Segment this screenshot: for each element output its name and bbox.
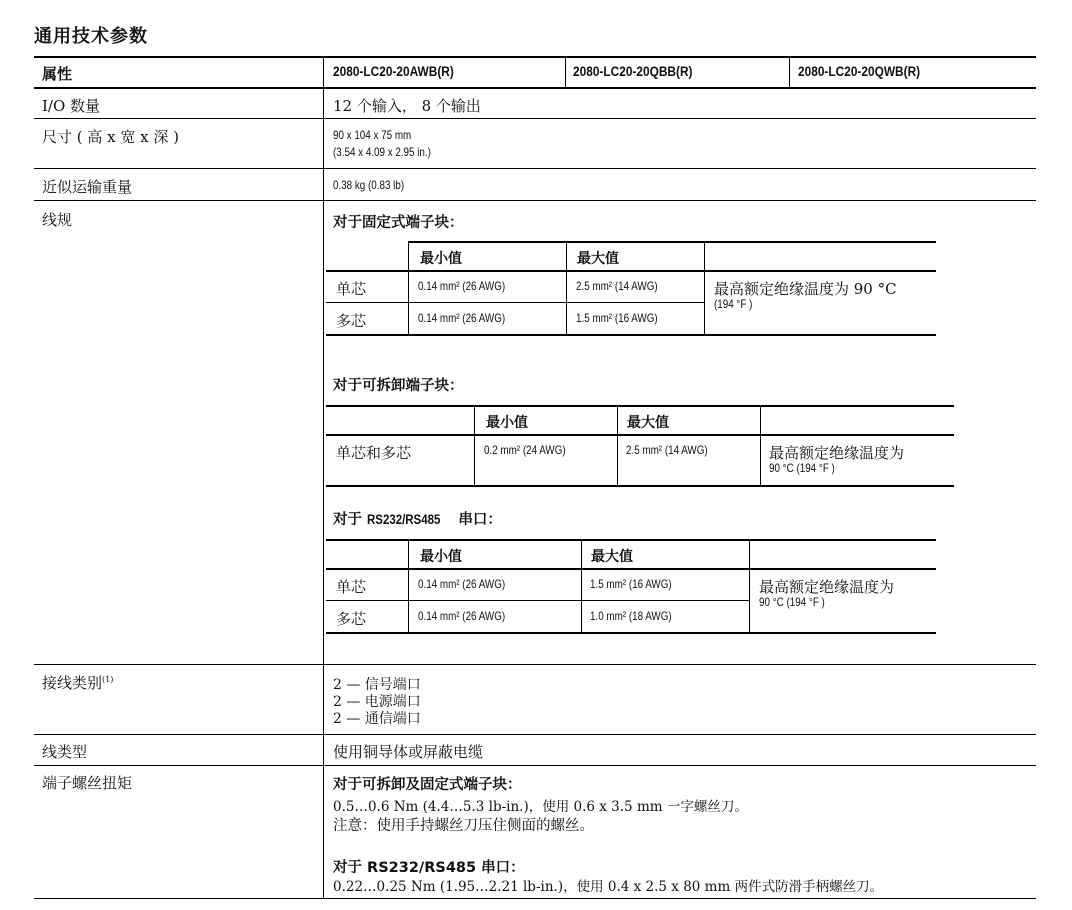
wire-type-value: 使用铜导体或屏蔽电缆 [333,743,484,761]
serial-block-heading: 对于 RS232/RS485 串口： [333,512,502,528]
fixed-table-bottom-rule [326,334,936,336]
fixed-col-sep [408,243,409,334]
header-model-3: 2080-LC20-20QWB(R) [798,64,921,79]
serial-table-row-rule [326,600,749,601]
fixed-row-max: 2.5 mm² (14 AWG) [576,279,658,293]
header-bottom-rule [34,87,1036,89]
table-top-rule [34,56,1036,58]
serial-note: 最高额定绝缘温度为 [759,578,895,596]
fixed-row-max: 1.5 mm² (16 AWG) [576,311,658,325]
removable-col-sep [474,407,475,485]
serial-table-bottom-rule [326,632,936,634]
row-divider [34,765,1036,766]
dimensions-value: 90 x 104 x 75 mm [333,128,412,142]
fixed-col-sep [704,243,705,334]
wire-type-label: 线类型 [42,743,88,761]
dimensions-label: 尺寸 ( 高 x 宽 x 深 ) [42,128,180,146]
fixed-table-row-rule [326,302,704,303]
wiring-category-line: 2 — 电源端口 [333,694,421,710]
serial-row-min: 0.14 mm² (26 AWG) [418,609,506,623]
wiring-category-line: 2 — 信号端口 [333,677,421,693]
fixed-table-header-rule [326,270,936,272]
fixed-row-min: 0.14 mm² (26 AWG) [418,311,506,325]
serial-col-min: 最小值 [420,549,462,565]
fixed-row-label: 单芯 [336,280,367,298]
io-count-label: I/O 数量 [42,97,101,115]
wire-size-label: 线规 [42,211,73,229]
serial-row-label: 多芯 [336,610,367,628]
dimensions-value-inch: (3.54 x 4.09 x 2.95 in.) [333,145,431,159]
fixed-row-min: 0.14 mm² (26 AWG) [418,279,506,293]
table-bottom-rule [34,898,1036,899]
removable-col-sep [760,407,761,485]
header-attribute: 属性 [42,65,73,83]
weight-label: 近似运输重量 [42,178,133,196]
torque-value-serial: 0.22…0.25 Nm (1.95…2.21 lb-in.)，使用 0.4 x 2.5 x 80 mm 两件式防滑手柄螺丝刀。 [333,879,884,895]
torque-sub-heading: 对于可拆卸及固定式端子块： [333,777,522,793]
torque-value-terminal: 0.5…0.6 Nm (4.4…5.3 lb-in.)，使用 0.6 x 3.5 mm 一字螺丝刀。 [333,799,748,815]
removable-table-header-rule [326,434,954,436]
row-divider [34,168,1036,169]
fixed-col-sep [566,243,567,334]
column-separator [789,58,790,88]
removable-block-heading: 对于可拆卸端子块： [333,378,464,394]
serial-col-sep [408,541,409,632]
torque-sub-heading-serial: 对于 RS232/RS485 串口： [333,860,525,876]
fixed-col-max: 最大值 [577,251,619,267]
serial-row-max: 1.5 mm² (16 AWG) [590,577,672,591]
header-model-1: 2080-LC20-20AWB(R) [333,64,454,79]
header-model-2: 2080-LC20-20QBB(R) [573,64,693,79]
serial-note-temp: 90 °C (194 °F ) [759,595,825,609]
removable-row-min: 0.2 mm² (24 AWG) [484,443,566,457]
fixed-col-min: 最小值 [420,251,462,267]
serial-table-header-rule [326,568,936,570]
serial-col-sep [581,541,582,632]
wiring-category-line: 2 — 通信端口 [333,711,421,727]
io-count-value: 12 个输入， 8 个输出 [333,97,481,115]
page-title: 通用技术参数 [34,26,148,47]
fixed-block-heading: 对于固定式端子块： [333,215,464,231]
terminal-torque-label: 端子螺丝扭矩 [42,774,133,792]
serial-row-label: 单芯 [336,578,367,596]
removable-col-min: 最小值 [486,415,528,431]
row-divider [34,200,1036,201]
serial-row-max: 1.0 mm² (18 AWG) [590,609,672,623]
removable-table-bottom-rule [326,485,954,487]
column-separator [323,58,324,898]
footnote-ref: (1) [102,675,114,684]
fixed-note: 最高额定绝缘温度为 90 °C [714,280,897,298]
removable-note: 最高额定绝缘温度为 [769,444,905,462]
wiring-category-label: 接线类别$^{(1)}$ [42,674,114,692]
weight-value: 0.38 kg (0.83 lb) [333,178,405,192]
row-divider [34,118,1036,119]
serial-row-min: 0.14 mm² (26 AWG) [418,577,506,591]
serial-col-max: 最大值 [591,549,633,565]
removable-row-label: 单芯和多芯 [336,444,412,462]
fixed-table-top-rule [408,241,936,243]
row-divider [34,664,1036,665]
fixed-row-label: 多芯 [336,312,367,330]
torque-note: 注意：使用手持螺丝刀压住侧面的螺丝。 [333,818,594,834]
fixed-note-f: (194 °F ) [714,297,753,311]
removable-row-max: 2.5 mm² (14 AWG) [626,443,708,457]
removable-col-max: 最大值 [627,415,669,431]
removable-note-temp: 90 °C (194 °F ) [769,461,835,475]
column-separator [565,58,566,88]
removable-col-sep [617,407,618,485]
serial-col-sep [749,541,750,632]
serial-table-top-rule [326,539,936,541]
removable-table-top-rule [326,405,954,407]
row-divider [34,734,1036,735]
